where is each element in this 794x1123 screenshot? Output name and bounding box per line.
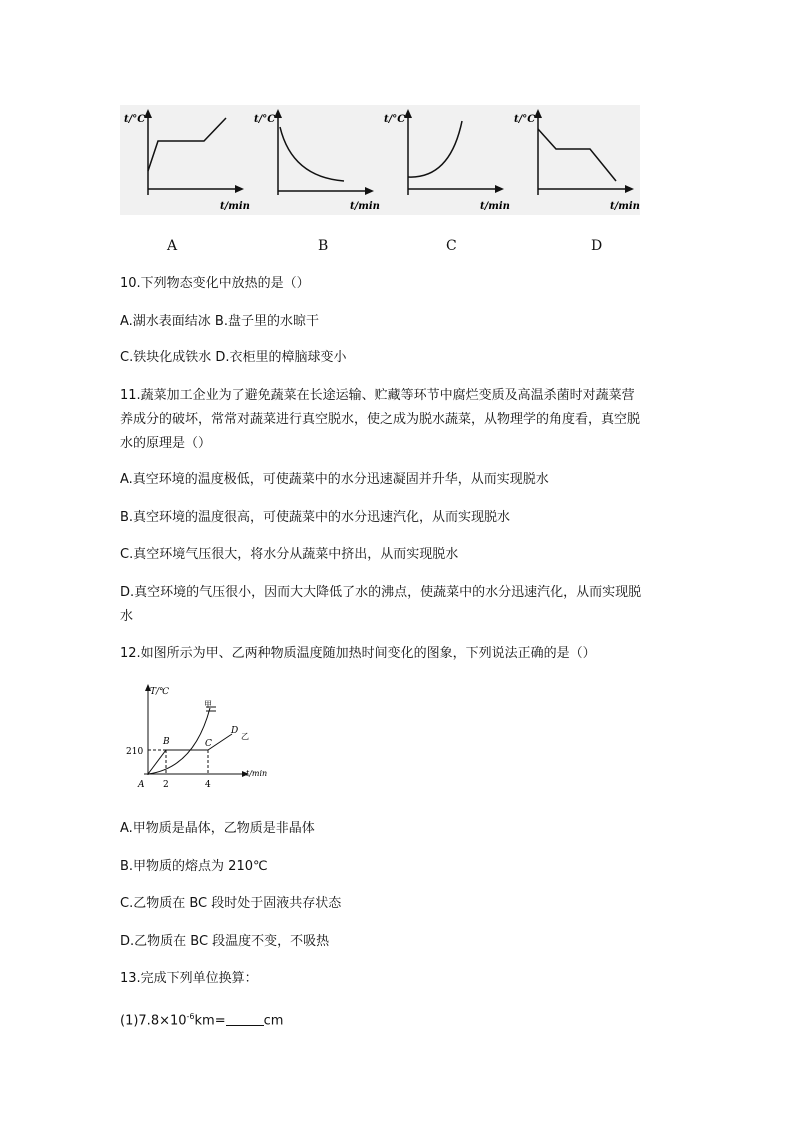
graph-a-curve (148, 118, 226, 171)
q12-option-d: D.乙物质在 BC 段温度不变，不吸热 (120, 934, 330, 949)
graph-a-x-label: t/min (220, 201, 250, 212)
q11-option-d-1: D.真空环境的气压很小，因而大大降低了水的沸点，使蔬菜中的水分迅速汽化，从而实现脱 (120, 585, 642, 600)
q11-stem-1: 11.蔬菜加工企业为了避免蔬菜在长途运输、贮藏等环节中腐烂变质及高温杀菌时对蔬菜营 (120, 388, 635, 403)
q11-stem-3: 水的原理是（） (120, 436, 212, 451)
q13-item1-prefix: (1)7.8×10 (120, 1013, 187, 1029)
graph-d-curve (538, 129, 616, 181)
q10-options-1: A.湖水表面结冰 B.盘子里的水晾干 (120, 314, 319, 329)
q12-point-b: B (163, 737, 170, 747)
graph-c (380, 105, 510, 215)
graph-d-y-label: t/°C (514, 114, 536, 125)
temperature-graphs-figure (120, 105, 640, 215)
q12-figure (120, 680, 280, 795)
q11-stem-2: 养成分的破坏，常常对蔬菜进行真空脱水，使之成为脱水蔬菜，从物理学的角度看，真空脱 (120, 412, 641, 427)
graph-a-x-arrow (235, 185, 244, 193)
q11-option-b: B.真空环境的温度很高，可使蔬菜中的水分迅速汽化，从而实现脱水 (120, 510, 511, 525)
q12-curve-jia (148, 708, 210, 774)
q12-x-label: t/min (246, 769, 268, 778)
graph-d-x-label: t/min (610, 201, 640, 212)
graph-b-letter: B (318, 238, 329, 254)
q12-option-b: B.甲物质的熔点为 210℃ (120, 859, 268, 874)
q13-item-1 (120, 1005, 680, 1033)
q12-point-c: C (205, 739, 212, 749)
graph-d (510, 105, 640, 215)
q10-stem: 10.下列物态变化中放热的是（） (120, 276, 310, 291)
q12-point-d: D (231, 726, 239, 736)
q13-stem: 13.完成下列单位换算： (120, 971, 258, 986)
q10-options-2: C.铁块化成铁水 D.衣柜里的樟脑球变小 (120, 350, 347, 365)
graph-b-x-arrow (365, 187, 374, 195)
graph-c-letter: C (446, 238, 457, 254)
q13-item1-unit: cm (263, 1013, 284, 1029)
graph-c-x-arrow (495, 185, 504, 193)
q13-item1-exponent: -6 (186, 1012, 195, 1021)
q12-stem: 12.如图所示为甲、乙两种物质温度随加热时间变化的图象，下列说法正确的是（） (120, 646, 596, 661)
q13-item1-answer-blank[interactable] (226, 1011, 264, 1026)
graph-d-x-arrow (625, 185, 634, 193)
q12-y-label: T/℃ (150, 687, 170, 697)
graph-a-letter: A (167, 238, 178, 254)
q12-option-c: C.乙物质在 BC 段时处于固液共存状态 (120, 896, 342, 911)
q12-x-tick-2: 2 (163, 780, 169, 790)
graph-b-curve (280, 127, 344, 181)
graph-c-curve (408, 121, 462, 177)
q13-item1-mid: km= (194, 1013, 226, 1029)
graph-a (120, 105, 250, 215)
q11-option-a: A.真空环境的温度极低，可使蔬菜中的水分迅速凝固并升华，从而实现脱水 (120, 472, 549, 487)
q11-option-d-2: 水 (120, 609, 134, 624)
q12-x-tick-4: 4 (205, 780, 211, 790)
q12-y-tick-210: 210 (126, 747, 144, 757)
q12-option-a: A.甲物质是晶体，乙物质是非晶体 (120, 821, 315, 836)
q12-curve-yi-label: 乙 (241, 732, 249, 741)
graph-b-y-label: t/°C (254, 114, 276, 125)
q12-curve-yi (148, 734, 232, 774)
graph-b-x-label: t/min (350, 201, 380, 212)
q12-curve-jia-label: 甲 (204, 700, 212, 709)
graph-b (250, 105, 380, 215)
graph-d-letter: D (591, 238, 603, 254)
graph-a-y-label: t/°C (124, 114, 146, 125)
graph-c-y-label: t/°C (384, 114, 406, 125)
q11-option-c: C.真空环境气压很大，将水分从蔬菜中挤出，从而实现脱水 (120, 547, 459, 562)
q12-point-a: A (138, 780, 145, 790)
graph-c-x-label: t/min (480, 201, 510, 212)
